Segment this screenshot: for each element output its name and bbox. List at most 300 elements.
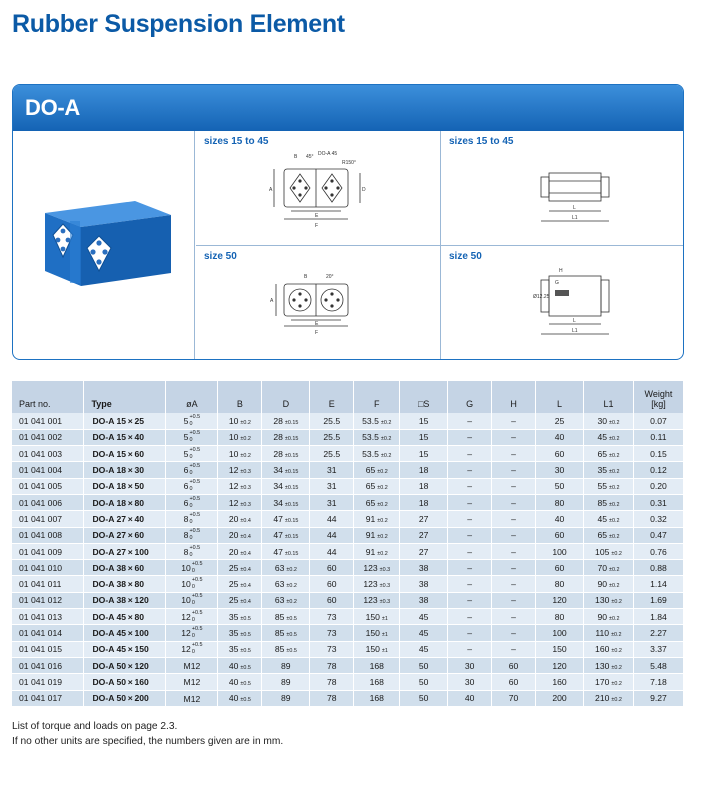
cell-weight: 0.32 xyxy=(633,511,683,527)
l1-tolerance: ±0.2 xyxy=(611,632,622,638)
cell-d xyxy=(262,543,310,559)
cell-h: 60 xyxy=(492,657,536,673)
cell-weight: 1.69 xyxy=(633,592,683,608)
a-tol-lower: 0 xyxy=(191,649,195,656)
a-tol-upper: +0.5 xyxy=(189,495,201,502)
table-row xyxy=(12,494,684,510)
cell-d xyxy=(262,494,310,510)
cell-d xyxy=(262,609,310,625)
cell-b xyxy=(218,478,262,494)
cell-g: 30 xyxy=(448,674,492,690)
diagram-annotation: H xyxy=(559,268,563,274)
cell-d xyxy=(262,560,310,576)
col-header-f: F xyxy=(354,381,400,413)
f-tolerance: ±0.2 xyxy=(380,419,392,426)
col-header-weight xyxy=(633,381,683,413)
cell-l1 xyxy=(583,429,633,445)
cell-l: 60 xyxy=(536,446,584,462)
cell-l1 xyxy=(583,674,633,690)
l1-value: 70 xyxy=(597,562,607,573)
cell-part-no: 01 041 013 xyxy=(12,609,84,625)
f-tolerance: ±0.3 xyxy=(379,599,391,606)
cell-e: 25.5 xyxy=(310,446,354,462)
cell-part-no: 01 041 002 xyxy=(12,429,84,445)
table-row xyxy=(12,625,684,641)
front-view-50-drawing xyxy=(196,246,441,360)
f-value: 53.5 xyxy=(362,448,379,459)
l1-tolerance: ±0.2 xyxy=(609,436,620,443)
table-header-row xyxy=(12,381,684,413)
f-tolerance: ±0.3 xyxy=(379,566,391,573)
cell-a xyxy=(166,657,218,673)
l1-tolerance: ±0.2 xyxy=(609,534,620,541)
cell-type: DO-A 18 × 30 xyxy=(84,462,166,478)
b-value: 10 xyxy=(228,415,239,426)
a-tol-upper: +0.5 xyxy=(189,544,201,551)
cell-weight: 0.12 xyxy=(633,462,683,478)
cell-g: – xyxy=(448,462,492,478)
cell-l: 60 xyxy=(536,560,584,576)
cell-a xyxy=(166,511,218,527)
f-tolerance: ±0.2 xyxy=(377,501,388,508)
cell-part-no: 01 041 005 xyxy=(12,478,84,494)
cell-e: 44 xyxy=(310,543,354,559)
l1-tolerance: ±0.2 xyxy=(609,452,620,459)
d-value: 89 xyxy=(281,660,291,671)
b-value: 25 xyxy=(228,595,239,606)
a-tol-lower: 0 xyxy=(191,600,195,607)
d-value: 63 xyxy=(274,579,285,590)
cell-weight: 2.27 xyxy=(633,625,683,641)
cell-weight: 7.18 xyxy=(633,674,683,690)
a-value: 8 xyxy=(183,546,189,557)
l1-tolerance: ±0.2 xyxy=(611,697,622,704)
cell-f xyxy=(354,511,400,527)
a-tolerance xyxy=(192,643,203,655)
l1-value: 160 xyxy=(595,644,610,655)
a-tolerance xyxy=(192,594,203,606)
cell-h: – xyxy=(492,413,536,429)
cell-type: DO-A 18 × 80 xyxy=(84,494,166,510)
cell-h: – xyxy=(492,429,536,445)
cell-a xyxy=(166,609,218,625)
diagram-front-50 xyxy=(196,246,441,360)
f-value: 65 xyxy=(365,497,376,508)
cell-b xyxy=(218,446,262,462)
a-tol-lower: 0 xyxy=(189,453,193,460)
a-value: M12 xyxy=(183,693,201,704)
cell-g: – xyxy=(448,641,492,657)
table-row xyxy=(12,511,684,527)
b-tolerance: ±0.2 xyxy=(240,452,251,459)
table-row xyxy=(12,527,684,543)
cell-part-no: 01 041 014 xyxy=(12,625,84,641)
f-value: 91 xyxy=(365,513,376,524)
cell-f xyxy=(354,576,400,592)
specifications-table xyxy=(12,381,684,707)
cell-part-no: 01 041 010 xyxy=(12,560,84,576)
l1-value: 65 xyxy=(597,448,607,459)
diagram-annotation: E xyxy=(315,213,319,219)
cell-weight: 0.76 xyxy=(633,543,683,559)
cell-l: 30 xyxy=(536,462,584,478)
cell-g: – xyxy=(448,592,492,608)
cell-type: DO-A 50 × 200 xyxy=(84,690,166,706)
d-value: 28 xyxy=(273,448,283,459)
cell-f xyxy=(354,446,400,462)
cell-part-no: 01 041 003 xyxy=(12,446,84,462)
f-value: 123 xyxy=(363,595,378,606)
cell-g: – xyxy=(448,446,492,462)
cell-l1 xyxy=(583,543,633,559)
cell-g: – xyxy=(448,413,492,429)
f-tolerance: ±0.2 xyxy=(380,436,392,443)
cell-weight: 0.15 xyxy=(633,446,683,462)
diagram-annotation: F xyxy=(315,223,319,229)
cell-h: – xyxy=(492,446,536,462)
cell-part-no: 01 041 012 xyxy=(12,592,84,608)
a-tol-upper: +0.5 xyxy=(191,609,203,616)
diagram-annotation: B xyxy=(304,274,308,280)
cell-b xyxy=(218,592,262,608)
diagram-annotation: A xyxy=(269,187,273,193)
d-value: 89 xyxy=(281,676,291,687)
cell-h: – xyxy=(492,462,536,478)
table-row xyxy=(12,576,684,592)
cell-l1 xyxy=(583,446,633,462)
table-row xyxy=(12,657,684,673)
f-tolerance: ±0.3 xyxy=(379,583,391,590)
cell-h: – xyxy=(492,511,536,527)
f-tolerance: ±0.2 xyxy=(377,534,388,541)
cell-weight: 9.27 xyxy=(633,690,683,706)
a-value: 10 xyxy=(181,579,191,590)
a-tolerance xyxy=(189,448,200,460)
cell-type: DO-A 38 × 120 xyxy=(84,592,166,608)
a-tol-lower: 0 xyxy=(189,518,193,525)
footnotes xyxy=(12,720,283,749)
table-body xyxy=(12,413,684,706)
cell-l: 120 xyxy=(536,657,584,673)
cell-b xyxy=(218,609,262,625)
d-value: 85 xyxy=(274,628,285,638)
cell-s: 50 xyxy=(400,690,448,706)
a-tol-lower: 0 xyxy=(189,470,193,477)
cell-f xyxy=(354,429,400,445)
cell-a xyxy=(166,462,218,478)
cell-s: 38 xyxy=(400,576,448,592)
cell-g: – xyxy=(448,494,492,510)
cell-e: 60 xyxy=(310,576,354,592)
cell-l1 xyxy=(583,609,633,625)
d-tolerance: ±0.15 xyxy=(284,485,299,492)
b-tolerance: ±0.3 xyxy=(240,469,251,476)
cell-d xyxy=(262,576,310,592)
cell-g: 40 xyxy=(448,690,492,706)
diagram-label: size 50 xyxy=(204,251,237,262)
cell-type: DO-A 38 × 60 xyxy=(84,560,166,576)
diagram-label: sizes 15 to 45 xyxy=(204,136,269,147)
table-row xyxy=(12,690,684,706)
b-value: 12 xyxy=(228,465,239,476)
cell-d xyxy=(262,674,310,690)
cell-l1 xyxy=(583,560,633,576)
a-tol-lower: 0 xyxy=(191,633,195,639)
l1-value: 65 xyxy=(597,530,607,541)
cell-d xyxy=(262,413,310,429)
weight-label: Weight xyxy=(644,389,673,399)
cell-a xyxy=(166,527,218,543)
d-value: 63 xyxy=(274,595,285,606)
b-value: 10 xyxy=(228,448,239,459)
cell-e: 78 xyxy=(310,674,354,690)
cell-part-no: 01 041 016 xyxy=(12,657,84,673)
b-tolerance: ±0.4 xyxy=(240,550,251,557)
l1-value: 170 xyxy=(595,676,610,687)
b-value: 10 xyxy=(228,432,239,443)
b-tolerance: ±0.4 xyxy=(240,566,251,573)
table-row xyxy=(12,560,684,576)
l1-value: 90 xyxy=(597,579,607,590)
l1-value: 130 xyxy=(595,660,610,671)
cell-l: 100 xyxy=(536,625,584,641)
cell-type: DO-A 45 × 150 xyxy=(84,641,166,657)
l1-tolerance: ±0.2 xyxy=(611,648,622,655)
l1-value: 105 xyxy=(595,546,610,557)
cell-l1 xyxy=(583,413,633,429)
l1-tolerance: ±0.2 xyxy=(611,680,622,687)
cell-type: DO-A 50 × 120 xyxy=(84,657,166,673)
table-row xyxy=(12,592,684,608)
a-tolerance xyxy=(189,464,200,476)
a-tolerance xyxy=(189,497,200,509)
b-tolerance: ±0.2 xyxy=(240,419,251,426)
cell-l: 80 xyxy=(536,609,584,625)
cell-weight: 0.47 xyxy=(633,527,683,543)
d-tolerance: ±0.15 xyxy=(284,550,299,557)
cell-a xyxy=(166,641,218,657)
cell-e: 73 xyxy=(310,625,354,641)
diagram-side-50 xyxy=(441,246,684,360)
f-value: 150 xyxy=(365,628,380,638)
f-value: 91 xyxy=(365,546,376,557)
f-tolerance: ±0.2 xyxy=(377,550,388,557)
cell-b xyxy=(218,494,262,510)
f-value: 123 xyxy=(363,579,378,590)
d-value: 47 xyxy=(273,530,283,541)
cell-s: 38 xyxy=(400,592,448,608)
cell-g: – xyxy=(448,609,492,625)
a-value: 12 xyxy=(181,644,191,655)
side-view-50-drawing xyxy=(441,246,684,360)
cell-l1 xyxy=(583,625,633,641)
f-value: 150 xyxy=(365,611,380,622)
d-tolerance: ±0.2 xyxy=(286,583,297,590)
l1-tolerance: ±0.2 xyxy=(609,583,620,590)
cell-l: 50 xyxy=(536,478,584,494)
cell-l1 xyxy=(583,576,633,592)
cell-g: – xyxy=(448,478,492,494)
table-row xyxy=(12,641,684,657)
l1-tolerance: ±0.2 xyxy=(611,550,622,557)
footnote: If no other units are specified, the numbers given are in mm. xyxy=(12,735,284,747)
cell-f xyxy=(354,560,400,576)
cell-h: – xyxy=(492,560,536,576)
rubber-element-illustration xyxy=(13,131,195,360)
cell-e: 31 xyxy=(310,478,354,494)
cell-g: – xyxy=(448,527,492,543)
cell-f xyxy=(354,641,400,657)
cell-g: – xyxy=(448,543,492,559)
cell-part-no: 01 041 019 xyxy=(12,674,84,690)
cell-l: 25 xyxy=(536,413,584,429)
cell-b xyxy=(218,641,262,657)
cell-type: DO-A 27 × 40 xyxy=(84,511,166,527)
cell-d xyxy=(262,446,310,462)
cell-f xyxy=(354,462,400,478)
cell-l: 40 xyxy=(536,429,584,445)
cell-weight: 0.07 xyxy=(633,413,683,429)
d-value: 85 xyxy=(274,611,285,622)
col-header-g: G xyxy=(448,381,492,413)
d-tolerance: ±0.15 xyxy=(284,436,299,443)
b-tolerance: ±0.3 xyxy=(240,501,251,508)
a-tol-upper: +0.5 xyxy=(191,560,203,567)
b-value: 20 xyxy=(228,530,239,541)
l1-value: 45 xyxy=(597,513,607,524)
cell-l1 xyxy=(583,592,633,608)
b-value: 35 xyxy=(228,628,239,638)
l1-value: 35 xyxy=(597,465,607,476)
cell-type: DO-A 27 × 60 xyxy=(84,527,166,543)
cell-s: 15 xyxy=(400,446,448,462)
cell-b xyxy=(218,674,262,690)
d-tolerance: ±0.5 xyxy=(286,632,297,638)
cell-b xyxy=(218,462,262,478)
page-title: Rubber Suspension Element xyxy=(12,10,345,38)
cell-d xyxy=(262,527,310,543)
diagram-side-15-45 xyxy=(441,131,684,246)
cell-part-no: 01 041 009 xyxy=(12,543,84,559)
diagram-front-15-45 xyxy=(196,131,441,246)
panel-body xyxy=(13,131,684,360)
f-value: 65 xyxy=(365,481,376,492)
cell-s: 27 xyxy=(400,527,448,543)
cell-weight: 0.11 xyxy=(633,429,683,445)
a-tol-upper: +0.5 xyxy=(189,528,201,535)
cell-f xyxy=(354,413,400,429)
cell-b xyxy=(218,429,262,445)
cell-d xyxy=(262,462,310,478)
a-tol-lower: 0 xyxy=(189,437,193,444)
a-tol-upper: +0.5 xyxy=(189,463,201,470)
b-tolerance: ±0.5 xyxy=(240,615,251,622)
f-value: 65 xyxy=(365,465,376,476)
diagram-annotation: 45° xyxy=(306,154,314,160)
f-value: 150 xyxy=(365,644,380,655)
b-value: 25 xyxy=(228,562,239,573)
cell-b xyxy=(218,413,262,429)
b-tolerance: ±0.5 xyxy=(240,648,251,655)
a-value: 10 xyxy=(181,595,191,606)
cell-s: 45 xyxy=(400,625,448,641)
l1-value: 85 xyxy=(597,497,607,508)
a-tol-upper: +0.5 xyxy=(189,446,201,453)
diagram-label: size 50 xyxy=(449,251,482,262)
a-tol-upper: +0.5 xyxy=(191,626,203,632)
d-value: 34 xyxy=(273,481,283,492)
diagram-annotation: L1 xyxy=(572,215,578,221)
cell-part-no: 01 041 001 xyxy=(12,413,84,429)
cell-type: DO-A 50 × 160 xyxy=(84,674,166,690)
cell-d xyxy=(262,641,310,657)
cell-f xyxy=(354,690,400,706)
weight-unit: [kg] xyxy=(651,399,666,409)
cell-l: 200 xyxy=(536,690,584,706)
diagram-annotation: DO-A 45 xyxy=(318,151,338,157)
table-row xyxy=(12,609,684,625)
cell-h: – xyxy=(492,609,536,625)
a-tol-upper: +0.5 xyxy=(189,430,201,437)
cell-b xyxy=(218,625,262,641)
l1-tolerance: ±0.2 xyxy=(609,517,620,524)
d-value: 89 xyxy=(281,693,291,704)
cell-d xyxy=(262,478,310,494)
cell-l1 xyxy=(583,527,633,543)
l1-tolerance: ±0.2 xyxy=(609,566,620,573)
a-tol-lower: 0 xyxy=(189,535,193,542)
cell-g: – xyxy=(448,576,492,592)
l1-value: 30 xyxy=(597,415,607,426)
a-tolerance xyxy=(189,431,200,443)
a-value: M12 xyxy=(183,677,201,688)
d-tolerance: ±0.5 xyxy=(286,648,297,655)
b-value: 40 xyxy=(228,676,239,687)
product-photo xyxy=(13,131,195,360)
cell-type: DO-A 15 × 60 xyxy=(84,446,166,462)
diagram-annotation: R150° xyxy=(342,160,356,166)
b-value: 25 xyxy=(228,579,239,590)
cell-s: 18 xyxy=(400,462,448,478)
cell-g: – xyxy=(448,560,492,576)
cell-l1 xyxy=(583,462,633,478)
table-row xyxy=(12,413,684,429)
f-tolerance: ±0.2 xyxy=(377,469,388,476)
table-row xyxy=(12,462,684,478)
cell-e: 44 xyxy=(310,511,354,527)
l1-value: 45 xyxy=(597,432,607,443)
cell-d xyxy=(262,511,310,527)
cell-a xyxy=(166,592,218,608)
col-header-e: E xyxy=(310,381,354,413)
cell-l1 xyxy=(583,641,633,657)
a-tolerance xyxy=(189,513,200,525)
a-value: 5 xyxy=(183,415,189,426)
a-tol-lower: 0 xyxy=(189,486,193,493)
cell-part-no: 01 041 017 xyxy=(12,690,84,706)
col-header-h: H xyxy=(492,381,536,413)
f-tolerance: ±1 xyxy=(381,648,388,655)
diagram-annotation: A xyxy=(270,298,274,304)
cell-a xyxy=(166,413,218,429)
table-row xyxy=(12,674,684,690)
l1-tolerance: ±0.2 xyxy=(609,501,620,508)
a-value: 10 xyxy=(181,562,191,573)
cell-weight: 5.48 xyxy=(633,657,683,673)
cell-d xyxy=(262,625,310,641)
a-tol-upper: +0.5 xyxy=(191,642,203,649)
d-tolerance: ±0.2 xyxy=(286,599,297,606)
